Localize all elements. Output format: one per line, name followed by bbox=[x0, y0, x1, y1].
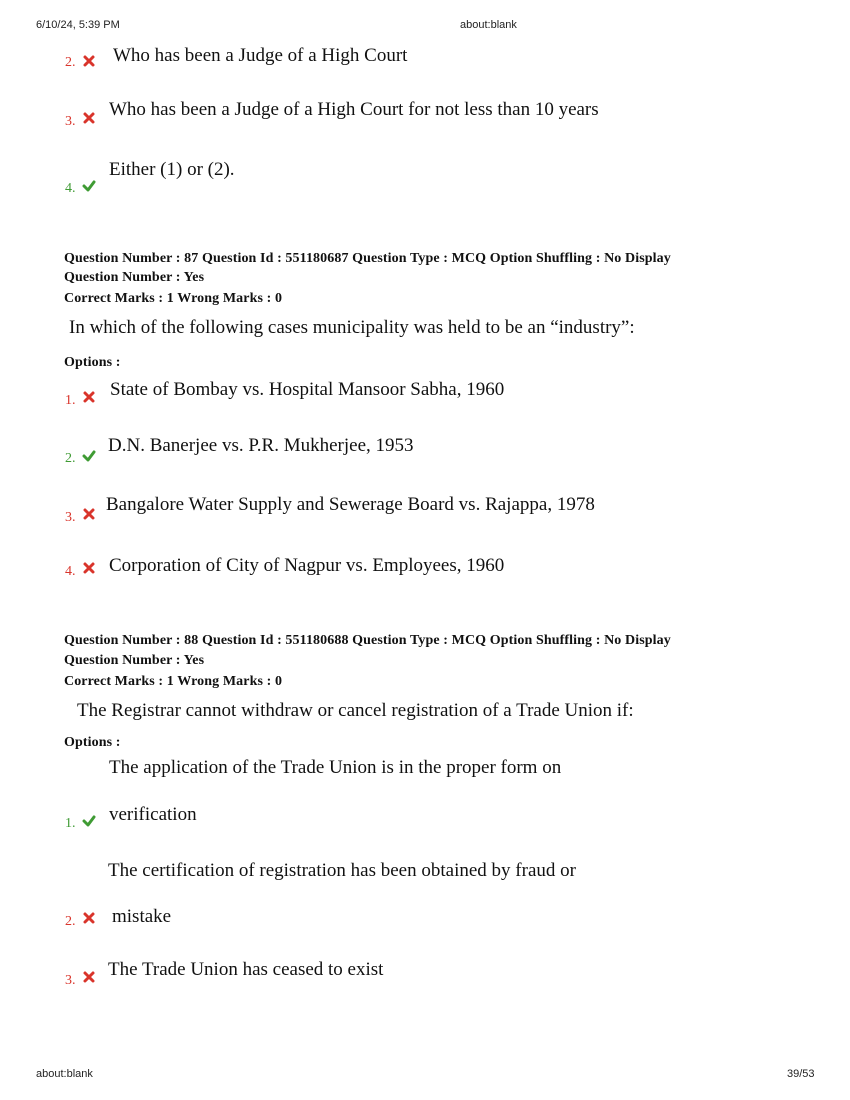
options-label: Options : bbox=[64, 735, 121, 750]
check-icon bbox=[82, 814, 96, 828]
option-text: D.N. Banerjee vs. P.R. Mukherjee, 1953 bbox=[108, 435, 414, 456]
option-text: Either (1) or (2). bbox=[109, 159, 235, 180]
option-number: 3. bbox=[65, 114, 76, 129]
option-text: State of Bombay vs. Hospital Mansoor Sabha, 1960 bbox=[110, 379, 505, 400]
check-icon bbox=[82, 179, 96, 193]
footer-url: about:blank bbox=[36, 1068, 93, 1080]
cross-icon bbox=[82, 561, 96, 575]
cross-icon bbox=[82, 54, 96, 68]
print-url: about:blank bbox=[460, 19, 517, 31]
option-text-line: verification bbox=[109, 804, 197, 825]
question-stem: The Registrar cannot withdraw or cancel registration of a Trade Union if: bbox=[77, 700, 634, 721]
option-text: Who has been a Judge of a High Court for not less than 10 years bbox=[109, 99, 599, 120]
print-datetime: 6/10/24, 5:39 PM bbox=[36, 19, 120, 31]
cross-icon bbox=[82, 507, 96, 521]
cross-icon bbox=[82, 111, 96, 125]
option-text-line: The certification of registration has been obtained by fraud or bbox=[108, 860, 576, 881]
cross-icon bbox=[82, 911, 96, 925]
option-number: 2. bbox=[65, 914, 76, 929]
option-number: 2. bbox=[65, 55, 76, 70]
question-marks: Correct Marks : 1 Wrong Marks : 0 bbox=[64, 291, 283, 306]
cross-icon bbox=[82, 390, 96, 404]
option-text: Who has been a Judge of a High Court bbox=[113, 45, 408, 66]
options-label: Options : bbox=[64, 355, 121, 370]
cross-icon bbox=[82, 970, 96, 984]
question-stem: In which of the following cases municipality was held to be an “industry”: bbox=[69, 317, 635, 338]
option-number: 1. bbox=[65, 393, 76, 408]
option-text: Corporation of City of Nagpur vs. Employees, 1960 bbox=[109, 555, 505, 576]
option-text: The Trade Union has ceased to exist bbox=[108, 959, 384, 980]
question-meta: Question Number : 87 Question Id : 551180687 Question Type : MCQ Option Shuffling : No Display bbox=[64, 251, 671, 266]
option-text-line: The application of the Trade Union is in the proper form on bbox=[109, 757, 562, 778]
question-meta: Question Number : 88 Question Id : 551180688 Question Type : MCQ Option Shuffling : No Display bbox=[64, 633, 671, 648]
option-number: 3. bbox=[65, 510, 76, 525]
option-number: 4. bbox=[65, 181, 76, 196]
option-number: 4. bbox=[65, 564, 76, 579]
option-number: 2. bbox=[65, 451, 76, 466]
option-text: Bangalore Water Supply and Sewerage Board vs. Rajappa, 1978 bbox=[106, 494, 595, 515]
page-counter: 39/53 bbox=[787, 1068, 815, 1080]
question-meta: Question Number : Yes bbox=[64, 653, 205, 668]
option-text-line: mistake bbox=[112, 906, 172, 927]
question-meta: Question Number : Yes bbox=[64, 270, 205, 285]
check-icon bbox=[82, 449, 96, 463]
question-marks: Correct Marks : 1 Wrong Marks : 0 bbox=[64, 674, 283, 689]
option-number: 1. bbox=[65, 816, 76, 831]
option-number: 3. bbox=[65, 973, 76, 988]
